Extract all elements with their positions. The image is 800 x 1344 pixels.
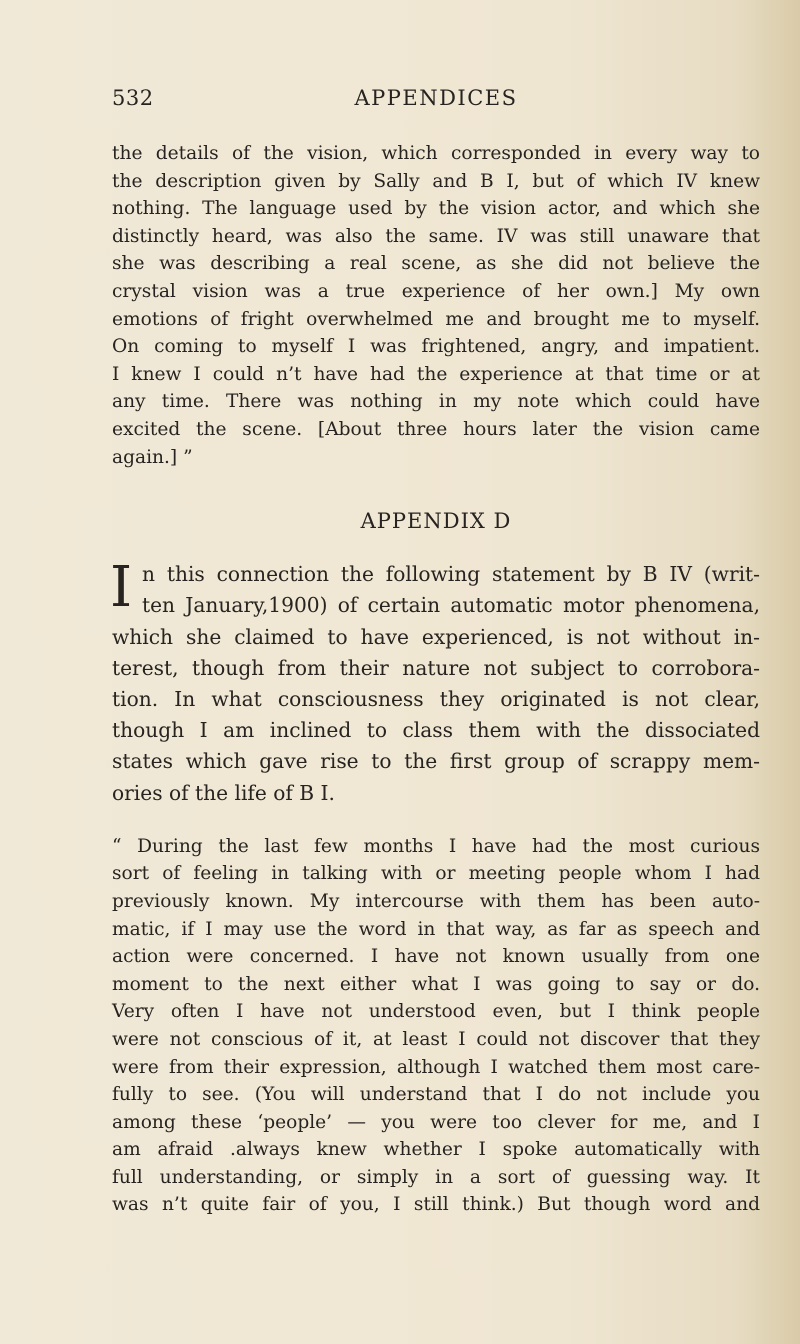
text-line: crystal vision was a true experience of her own.] My own	[112, 280, 760, 302]
text-line: the description given by Sally and B I, but of which IV knew	[112, 170, 760, 192]
appendix-heading: APPENDIX D	[360, 509, 512, 534]
quoted-statement	[112, 833, 760, 1219]
page-number: 532	[112, 86, 154, 110]
text-line: moment to the next either what I was going to say or do.	[112, 973, 760, 995]
text-line: I knew I could n’t have had the experience at that time or at	[112, 363, 760, 385]
text-line: any time. There was nothing in my note which could have	[112, 391, 760, 413]
text-line: ten January,1900) of certain automatic motor phenomena,	[142, 593, 760, 618]
text-line: among these ‘people’ — you were too clever for me, and I	[112, 1111, 760, 1133]
first-line-group	[110, 555, 760, 621]
text-line: were not conscious of it, at least I could not discover that they	[112, 1028, 760, 1050]
text-line: n this connection the following statement by B IV (writ-	[142, 562, 760, 587]
text-line: excited the scene. [About three hours later the vision came	[112, 418, 760, 440]
text-line: previously known. My intercourse with them has been auto-	[112, 890, 760, 912]
text-line: “ During the last few months I have had the most curious	[112, 835, 760, 857]
drop-cap: I	[110, 555, 133, 621]
text-line: On coming to myself I was frightened, angry, and impatient.	[112, 336, 760, 358]
text-line: the details of the vision, which corresponded in every way to	[112, 143, 760, 164]
body-text	[112, 140, 760, 1219]
text-line: she was describing a real scene, as she did not believe the	[112, 253, 760, 275]
text-line: which she claimed to have experienced, is not without in-	[112, 624, 760, 649]
text-line: ories of the life of B I.	[112, 780, 335, 805]
text-line: nothing. The language used by the vision actor, and which she	[112, 198, 760, 220]
text-line: emotions of fright overwhelmed me and brought me to myself.	[112, 308, 760, 330]
text-line: tion. In what consciousness they originated is not clear,	[112, 686, 760, 711]
text-line: sort of feeling in talking with or meeting people whom I had	[112, 863, 760, 885]
text-line: were from their expression, although I watched them most care-	[112, 1056, 760, 1078]
appendix-intro-paragraph	[110, 555, 760, 809]
text-line: terest, though from their nature not subject to corrobora-	[112, 655, 760, 680]
text-line: fully to see. (You will understand that I do not include you	[112, 1084, 760, 1106]
text-line: was n’t quite fair of you, I still think.) But though word and	[112, 1194, 760, 1216]
text-line: Very often I have not understood even, but I think people	[112, 1001, 760, 1023]
text-line: states which gave rise to the first group of scrappy mem-	[112, 749, 760, 774]
page-header	[112, 86, 760, 120]
continued-paragraph	[112, 140, 760, 471]
text-line: though I am inclined to class them with the dissociated	[112, 718, 760, 743]
text-line: am afraid .always knew whether I spoke automatically with	[112, 1139, 760, 1161]
text-line: again.] ”	[112, 446, 193, 468]
text-line: distinctly heard, was also the same. IV was still unaware that	[112, 225, 760, 247]
text-line: full understanding, or simply in a sort of guessing way. It	[112, 1166, 760, 1188]
text-line: matic, if I may use the word in that way, as far as speech and	[112, 918, 760, 940]
text-line: action were concerned. I have not known usually from one	[112, 946, 760, 968]
running-head: APPENDICES	[354, 86, 518, 110]
